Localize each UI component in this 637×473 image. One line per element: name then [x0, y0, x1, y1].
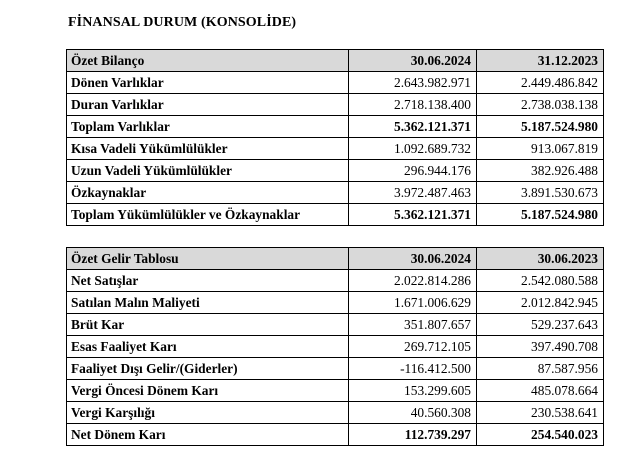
row-label: Toplam Varlıklar — [67, 116, 349, 138]
table-row — [67, 270, 604, 292]
row-label: Duran Varlıklar — [67, 94, 349, 116]
row-value: 397.490.708 — [477, 336, 604, 358]
row-value: 2.718.138.400 — [349, 94, 477, 116]
row-value: 5.362.121.371 — [349, 204, 477, 226]
row-value: 2.449.486.842 — [477, 72, 604, 94]
row-value: 296.944.176 — [349, 160, 477, 182]
header-cell: Özet Gelir Tablosu — [67, 248, 349, 270]
table-row — [67, 138, 604, 160]
header-cell: 30.06.2024 — [349, 50, 477, 72]
row-value: 269.712.105 — [349, 336, 477, 358]
table-row — [67, 160, 604, 182]
row-label: Özkaynaklar — [67, 182, 349, 204]
table-row — [67, 358, 604, 380]
row-value: 5.187.524.980 — [477, 204, 604, 226]
row-value: 153.299.605 — [349, 380, 477, 402]
row-label: Kısa Vadeli Yükümlülükler — [67, 138, 349, 160]
row-label: Net Satışlar — [67, 270, 349, 292]
row-value: 485.078.664 — [477, 380, 604, 402]
row-value: 3.891.530.673 — [477, 182, 604, 204]
row-value: 2.022.814.286 — [349, 270, 477, 292]
row-value: 382.926.488 — [477, 160, 604, 182]
row-value: 5.187.524.980 — [477, 116, 604, 138]
table-row — [67, 94, 604, 116]
row-label: Vergi Karşılığı — [67, 402, 349, 424]
row-value: 2.643.982.971 — [349, 72, 477, 94]
row-value: -116.412.500 — [349, 358, 477, 380]
table-row — [67, 204, 604, 226]
row-label: Toplam Yükümlülükler ve Özkaynaklar — [67, 204, 349, 226]
row-value: 351.807.657 — [349, 314, 477, 336]
balance-sheet-table — [66, 49, 604, 226]
header-cell: Özet Bilanço — [67, 50, 349, 72]
row-value: 40.560.308 — [349, 402, 477, 424]
row-label: Dönen Varlıklar — [67, 72, 349, 94]
table-header-row — [67, 248, 604, 270]
table-row — [67, 314, 604, 336]
row-value: 1.092.689.732 — [349, 138, 477, 160]
row-value: 1.671.006.629 — [349, 292, 477, 314]
income-statement-table — [66, 247, 604, 446]
row-value: 87.587.956 — [477, 358, 604, 380]
table-row — [67, 380, 604, 402]
table-header-row — [67, 50, 604, 72]
row-value: 2.012.842.945 — [477, 292, 604, 314]
row-value: 529.237.643 — [477, 314, 604, 336]
row-label: Faaliyet Dışı Gelir/(Giderler) — [67, 358, 349, 380]
row-value: 913.067.819 — [477, 138, 604, 160]
row-value: 2.738.038.138 — [477, 94, 604, 116]
header-cell: 30.06.2023 — [477, 248, 604, 270]
header-cell: 31.12.2023 — [477, 50, 604, 72]
row-value: 2.542.080.588 — [477, 270, 604, 292]
row-label: Uzun Vadeli Yükümlülükler — [67, 160, 349, 182]
table-row — [67, 292, 604, 314]
table-row — [67, 72, 604, 94]
table-row — [67, 424, 604, 446]
page-title: FİNANSAL DURUM (KONSOLİDE) — [68, 15, 297, 30]
row-label: Esas Faaliyet Karı — [67, 336, 349, 358]
header-cell: 30.06.2024 — [349, 248, 477, 270]
row-label: Satılan Malın Maliyeti — [67, 292, 349, 314]
row-value: 112.739.297 — [349, 424, 477, 446]
row-value: 230.538.641 — [477, 402, 604, 424]
row-value: 5.362.121.371 — [349, 116, 477, 138]
table-row — [67, 402, 604, 424]
row-value: 3.972.487.463 — [349, 182, 477, 204]
table-row — [67, 116, 604, 138]
table-row — [67, 336, 604, 358]
table-row — [67, 182, 604, 204]
row-value: 254.540.023 — [477, 424, 604, 446]
row-label: Vergi Öncesi Dönem Karı — [67, 380, 349, 402]
row-label: Brüt Kar — [67, 314, 349, 336]
row-label: Net Dönem Karı — [67, 424, 349, 446]
